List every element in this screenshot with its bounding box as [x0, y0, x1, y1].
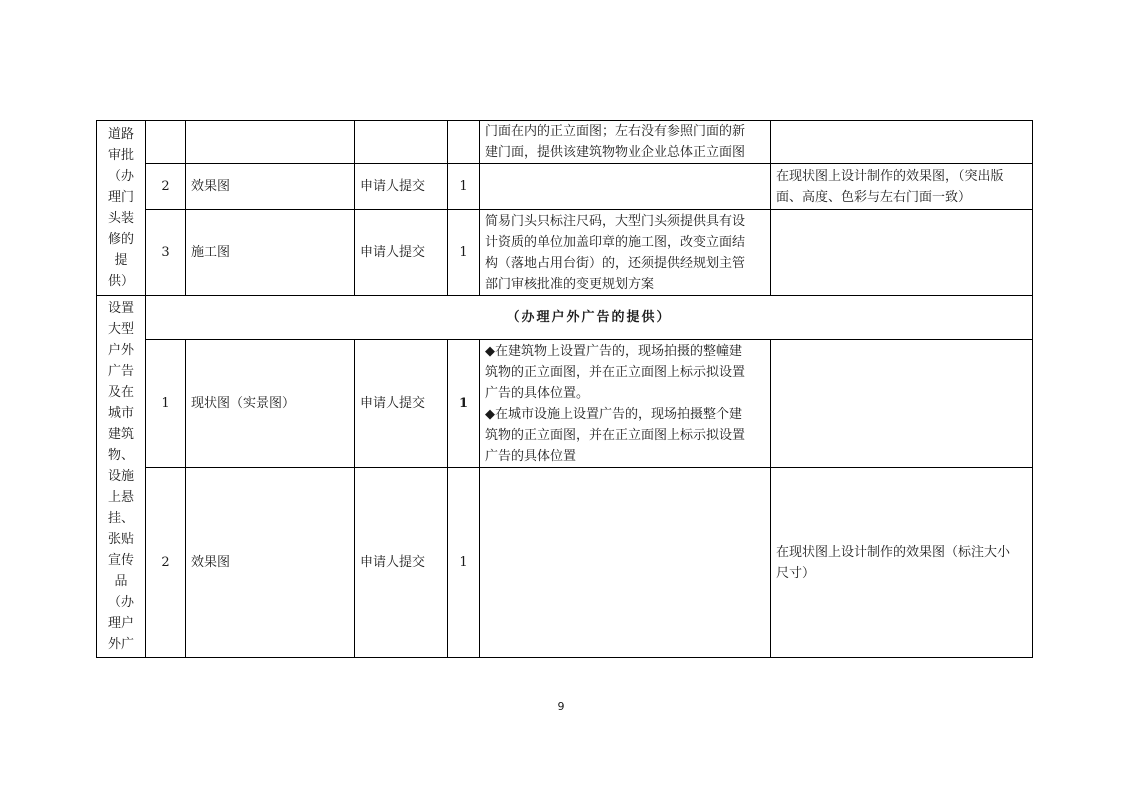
- item-source: 申请人提交: [355, 164, 448, 210]
- category-cell-outdoor-ads: 设置 大型 户外 广告 及在 城市 建筑 物、 设施 上悬 挂、 张贴 宣传 品 （办 理户 外广: [97, 296, 146, 658]
- item-requirement: 门面在内的正立面图；左右没有参照门面的新 建门面，提供该建筑物物业企业总体正立面图: [480, 121, 771, 164]
- section-title: （办理户外广告的提供）: [146, 296, 1033, 340]
- item-count: 1: [448, 468, 480, 658]
- item-source: [355, 121, 448, 164]
- table-row: [97, 340, 1033, 468]
- item-number: [146, 121, 186, 164]
- table-row: [97, 164, 1033, 210]
- item-note: 在现状图上设计制作的效果图，（突出版 面、高度、色彩与左右门面一致）: [771, 164, 1033, 210]
- item-name: 效果图: [186, 468, 355, 658]
- item-count: 1: [448, 340, 480, 468]
- item-requirement: ◆在建筑物上设置广告的，现场拍摄的整幢建 筑物的正立面图，并在正立面图上标示拟设置 广告的具体位置。 ◆在城市设施上设置广告的，现场拍摄整个建 筑物的正立面图，并在正立面图上标示拟设置 广告的具体位置: [480, 340, 771, 468]
- item-note: [771, 121, 1033, 164]
- item-source: 申请人提交: [355, 468, 448, 658]
- table-row: [97, 296, 1033, 340]
- item-name: 施工图: [186, 210, 355, 296]
- item-name: 现状图（实景图）: [186, 340, 355, 468]
- table-row: [97, 210, 1033, 296]
- item-note: [771, 210, 1033, 296]
- item-requirement: 简易门头只标注尺码，大型门头须提供具有设 计资质的单位加盖印章的施工图，改变立面结 构（落地占用台街）的，还须提供经规划主管 部门审核批准的变更规划方案: [480, 210, 771, 296]
- item-requirement: [480, 164, 771, 210]
- item-number: 3: [146, 210, 186, 296]
- item-name: 效果图: [186, 164, 355, 210]
- category-cell-door-decoration: 道路 审批 （办 理门 头装 修的 提 供）: [97, 121, 146, 296]
- item-number: 2: [146, 468, 186, 658]
- materials-table: [96, 120, 1033, 658]
- table-row: [97, 468, 1033, 658]
- page-number: 9: [557, 700, 565, 713]
- item-count: 1: [448, 210, 480, 296]
- item-source: 申请人提交: [355, 210, 448, 296]
- item-requirement: [480, 468, 771, 658]
- item-number: 1: [146, 340, 186, 468]
- item-number: 2: [146, 164, 186, 210]
- item-note: [771, 340, 1033, 468]
- item-count: 1: [448, 164, 480, 210]
- item-count: [448, 121, 480, 164]
- item-name: [186, 121, 355, 164]
- item-source: 申请人提交: [355, 340, 448, 468]
- table-row: [97, 121, 1033, 164]
- item-note: 在现状图上设计制作的效果图（标注大小 尺寸）: [771, 468, 1033, 658]
